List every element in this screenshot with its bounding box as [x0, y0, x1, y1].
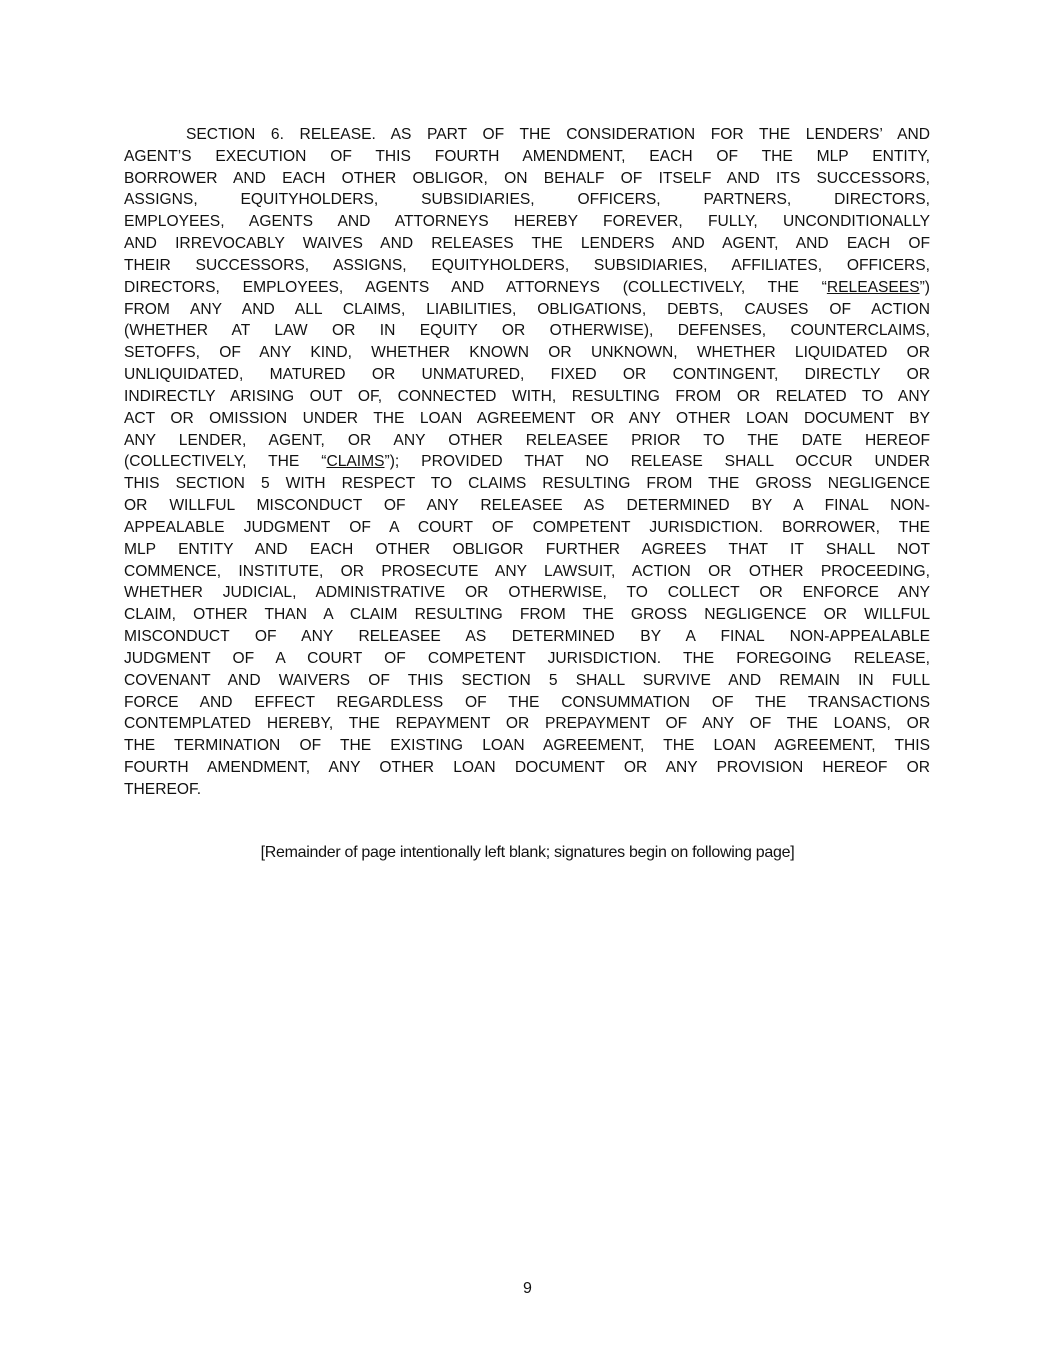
text-segment: WHETHER JUDICIAL, ADMINISTRATIVE OR OTHERWISE, TO COLLECT OR ENFORCE ANY — [124, 584, 930, 602]
paragraph-line — [124, 277, 930, 299]
text-segment: COMMENCE, INSTITUTE, OR PROSECUTE ANY LAWSUIT, ACTION OR OTHER PROCEEDING, — [124, 562, 930, 580]
text-segment: AND IRREVOCABLY WAIVES AND RELEASES THE LENDERS AND AGENT, AND EACH OF — [124, 235, 930, 253]
text-segment: (COLLECTIVELY, THE “ — [124, 453, 327, 471]
paragraph-line — [124, 364, 930, 386]
text-segment: THEIR SUCCESSORS, ASSIGNS, EQUITYHOLDERS, SUBSIDIARIES, AFFILIATES, OFFICERS, — [124, 256, 930, 274]
text-segment: THIS SECTION 5 WITH RESPECT TO CLAIMS RESULTING FROM THE GROSS NEGLIGENCE — [124, 475, 930, 493]
paragraph-line — [124, 626, 930, 648]
paragraph-line — [124, 124, 930, 146]
paragraph-line — [124, 320, 930, 342]
paragraph-line — [124, 561, 930, 583]
text-segment: FORCE AND EFFECT REGARDLESS OF THE CONSUMMATION OF THE TRANSACTIONS — [124, 693, 930, 711]
text-segment: ”) — [919, 278, 930, 296]
paragraph-line — [124, 648, 930, 670]
text-segment: FROM ANY AND ALL CLAIMS, LIABILITIES, OBLIGATIONS, DEBTS, CAUSES OF ACTION — [124, 300, 930, 318]
text-segment: SECTION 6. RELEASE. AS PART OF THE CONSIDERATION FOR THE LENDERS’ AND — [186, 126, 930, 143]
paragraph-line — [124, 451, 930, 473]
defined-term: CLAIMS — [326, 453, 385, 471]
text-segment: INDIRECTLY ARISING OUT OF, CONNECTED WITH, RESULTING FROM OR RELATED TO ANY — [124, 387, 930, 405]
text-segment: THE TERMINATION OF THE EXISTING LOAN AGREEMENT, THE LOAN AGREEMENT, THIS — [124, 737, 930, 755]
text-segment: ANY LENDER, AGENT, OR ANY OTHER RELEASEE PRIOR TO THE DATE HEREOF — [124, 431, 930, 449]
text-segment: ACT OR OMISSION UNDER THE LOAN AGREEMENT OR ANY OTHER LOAN DOCUMENT BY — [124, 409, 930, 427]
paragraph-line — [124, 211, 930, 233]
text-segment: MLP ENTITY AND EACH OTHER OBLIGOR FURTHER AGREES THAT IT SHALL NOT — [124, 540, 930, 558]
page-number: 9 — [523, 1280, 532, 1297]
paragraph-line — [124, 539, 930, 561]
paragraph-line — [124, 757, 930, 779]
text-segment: THEREOF. — [124, 780, 202, 798]
section-6-release-paragraph — [124, 124, 930, 801]
text-segment: CLAIM, OTHER THAN A CLAIM RESULTING FROM THE GROSS NEGLIGENCE OR WILLFUL — [124, 606, 930, 624]
paragraph-line — [124, 473, 930, 495]
paragraph-line — [124, 189, 930, 211]
text-segment: OR WILLFUL MISCONDUCT OF ANY RELEASEE AS DETERMINED BY A FINAL NON- — [124, 497, 930, 515]
paragraph-line — [124, 386, 930, 408]
paragraph-line — [124, 408, 930, 430]
paragraph-line — [124, 299, 930, 321]
paragraph-line — [124, 692, 930, 714]
paragraph-line — [124, 670, 930, 692]
paragraph-line — [124, 255, 930, 277]
paragraph-line — [124, 342, 930, 364]
text-segment: CONTEMPLATED HEREBY, THE REPAYMENT OR PREPAYMENT OF ANY OF THE LOANS, OR — [124, 715, 930, 733]
text-segment: MISCONDUCT OF ANY RELEASEE AS DETERMINED BY A FINAL NON-APPEALABLE — [124, 628, 930, 646]
text-segment: UNLIQUIDATED, MATURED OR UNMATURED, FIXED OR CONTINGENT, DIRECTLY OR — [124, 366, 930, 384]
paragraph-line — [124, 495, 930, 517]
text-segment: AGENT’S EXECUTION OF THIS FOURTH AMENDMENT, EACH OF THE MLP ENTITY, — [124, 147, 930, 165]
paragraph-line — [124, 233, 930, 255]
text-segment: ”); PROVIDED THAT NO RELEASE SHALL OCCUR UNDER — [384, 453, 930, 471]
paragraph-line — [124, 604, 930, 626]
text-segment: EMPLOYEES, AGENTS AND ATTORNEYS HEREBY FOREVER, FULLY, UNCONDITIONALLY — [124, 213, 930, 231]
paragraph-line — [124, 713, 930, 735]
paragraph-line — [124, 146, 930, 168]
paragraph-line — [124, 779, 930, 801]
paragraph-line — [124, 582, 930, 604]
paragraph-line — [124, 517, 930, 539]
text-segment: SETOFFS, OF ANY KIND, WHETHER KNOWN OR UNKNOWN, WHETHER LIQUIDATED OR — [124, 344, 930, 362]
text-segment: APPEALABLE JUDGMENT OF A COURT OF COMPETENT JURISDICTION. BORROWER, THE — [124, 518, 930, 536]
defined-term: RELEASEES — [826, 278, 920, 296]
text-segment: FOURTH AMENDMENT, ANY OTHER LOAN DOCUMENT OR ANY PROVISION HEREOF OR — [124, 759, 930, 777]
text-segment: BORROWER AND EACH OTHER OBLIGOR, ON BEHALF OF ITSELF AND ITS SUCCESSORS, — [124, 169, 930, 187]
text-segment: JUDGMENT OF A COURT OF COMPETENT JURISDICTION. THE FOREGOING RELEASE, — [124, 649, 930, 667]
paragraph-line — [124, 735, 930, 757]
text-segment: (WHETHER AT LAW OR IN EQUITY OR OTHERWISE), DEFENSES, COUNTERCLAIMS, — [124, 322, 930, 340]
text-segment: ASSIGNS, EQUITYHOLDERS, SUBSIDIARIES, OFFICERS, PARTNERS, DIRECTORS, — [124, 191, 930, 209]
text-segment: DIRECTORS, EMPLOYEES, AGENTS AND ATTORNEYS (COLLECTIVELY, THE “ — [124, 278, 827, 296]
remainder-note: [Remainder of page intentionally left blank; signatures begin on following page] — [260, 844, 795, 861]
text-segment: COVENANT AND WAIVERS OF THIS SECTION 5 SHALL SURVIVE AND REMAIN IN FULL — [124, 671, 930, 689]
paragraph-line — [124, 168, 930, 190]
paragraph-line — [124, 430, 930, 452]
